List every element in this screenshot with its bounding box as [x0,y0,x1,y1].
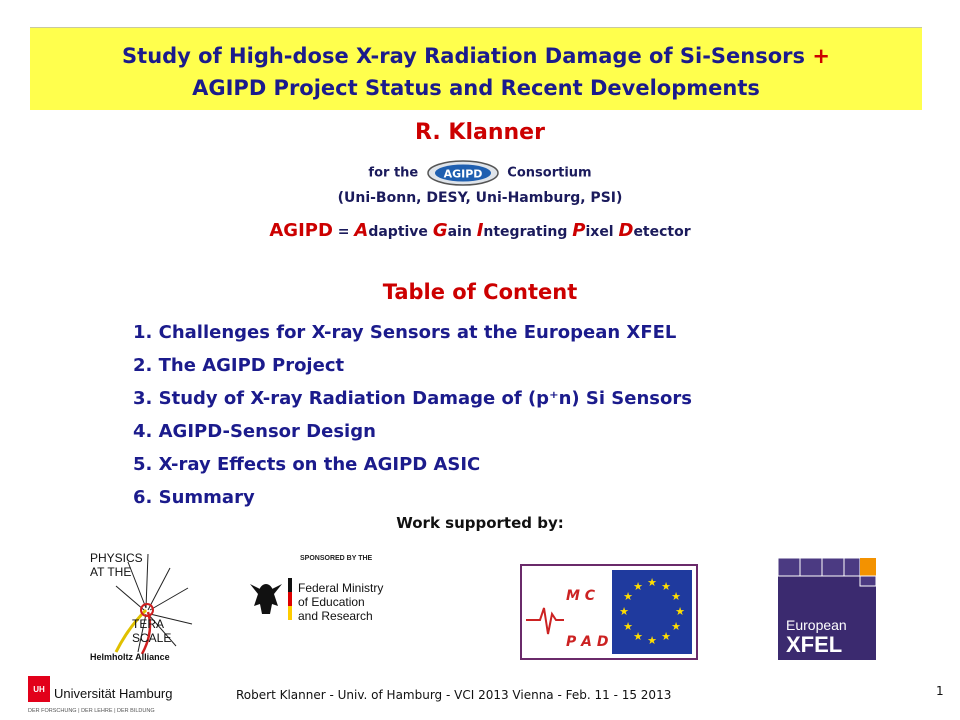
acronym-letter-i: I [476,220,484,241]
bmbf-sponsored-text: SPONSORED BY THE [300,555,373,562]
xfel-text-xfel: XFEL [786,632,843,657]
acronym-word-a: daptive [368,224,428,240]
acronym-letter-d: D [618,220,634,241]
svg-text:★: ★ [671,590,681,603]
acronym-word-d: etector [633,224,691,240]
acronym-equals: = [337,224,350,240]
xfel-text-european: European [786,617,847,633]
toc-item: 4. AGIPD-Sensor Design [133,421,376,442]
svg-text:★: ★ [623,620,633,633]
acronym-word-p: ixel [585,224,614,240]
european-xfel-logo [778,558,876,660]
mcpad-logo [520,564,698,660]
svg-text:★: ★ [661,580,671,593]
flag-red-stripe [288,592,292,606]
mcpad-text-pad: P A D [566,634,609,650]
title-line-2: AGIPD Project Status and Recent Developments [192,76,760,100]
uni-hamburg-logo [28,676,178,716]
flag-gold-stripe [288,606,292,620]
svg-text:★: ★ [661,630,671,643]
title-plus: + [812,44,830,68]
consortium-label: Consortium [507,165,592,181]
acronym-word-i: ntegrating [483,224,568,240]
agipd-logo [427,160,499,186]
helmholtz-text-tera: TERA [132,617,165,631]
for-the-label: for the [368,165,419,181]
title-line-1-text: Study of High-dose X-ray Radiation Damage of Si-Sensors [122,44,806,68]
footer-text: Robert Klanner - Univ. of Hamburg - VCI 2013 Vienna - Feb. 11 - 15 2013 [236,688,672,702]
svg-text:★: ★ [647,576,657,589]
toc-list [133,316,692,514]
title-band [30,28,922,110]
svg-text:★: ★ [619,605,629,618]
acronym-definition [0,220,960,241]
institutes: (Uni-Bonn, DESY, Uni-Hamburg, PSI) [337,190,623,206]
toc-item: 5. X-ray Effects on the AGIPD ASIC [133,454,481,475]
acronym-name: AGIPD [269,220,333,241]
acronym-letter-g: G [432,220,448,241]
uhh-name: Universität Hamburg [54,686,173,701]
title-line-1 [30,40,922,72]
helmholtz-alliance-logo [88,548,200,666]
consortium-line [0,160,960,186]
uhh-tagline: DER FORSCHUNG | DER LEHRE | DER BILDUNG [28,708,155,714]
toc-item: 1. Challenges for X-ray Sensors at the European XFEL [133,322,677,343]
toc-item: 6. Summary [133,487,255,508]
uhh-mark-text: UH [33,685,45,694]
acronym-letter-p: P [572,220,586,241]
mcpad-text-mc: M C [566,588,596,604]
helmholtz-text-scale: SCALE [132,631,172,645]
helmholtz-text-alliance: Helmholtz Alliance [90,652,170,662]
svg-text:★: ★ [647,634,657,647]
page-number: 1 [936,684,944,698]
svg-text:★: ★ [633,630,643,643]
helmholtz-text-physics: PHYSICS [90,551,143,565]
xfel-orange-square [860,558,876,576]
flag-black-stripe [288,578,292,592]
acronym-letter-a: A [354,220,369,241]
toc-item: 2. The AGIPD Project [133,355,345,376]
bmbf-logo [246,548,416,666]
svg-text:★: ★ [675,605,685,618]
bmbf-text-2: of Education [298,595,365,609]
svg-text:★: ★ [633,580,643,593]
bmbf-text-1: Federal Ministry [298,581,384,595]
helmholtz-text-at-the: AT THE [90,565,132,579]
agipd-logo-text: AGIPD [443,167,483,181]
svg-text:★: ★ [671,620,681,633]
support-heading: Work supported by: [396,514,564,532]
toc-title: Table of Content [382,280,578,304]
acronym-word-g: ain [447,224,472,240]
bmbf-text-3: and Research [298,609,373,623]
author-name: R. Klanner [415,120,545,145]
toc-item: 3. Study of X-ray Radiation Damage of (p⁺n) Si Sensors [133,388,692,409]
svg-text:★: ★ [623,590,633,603]
